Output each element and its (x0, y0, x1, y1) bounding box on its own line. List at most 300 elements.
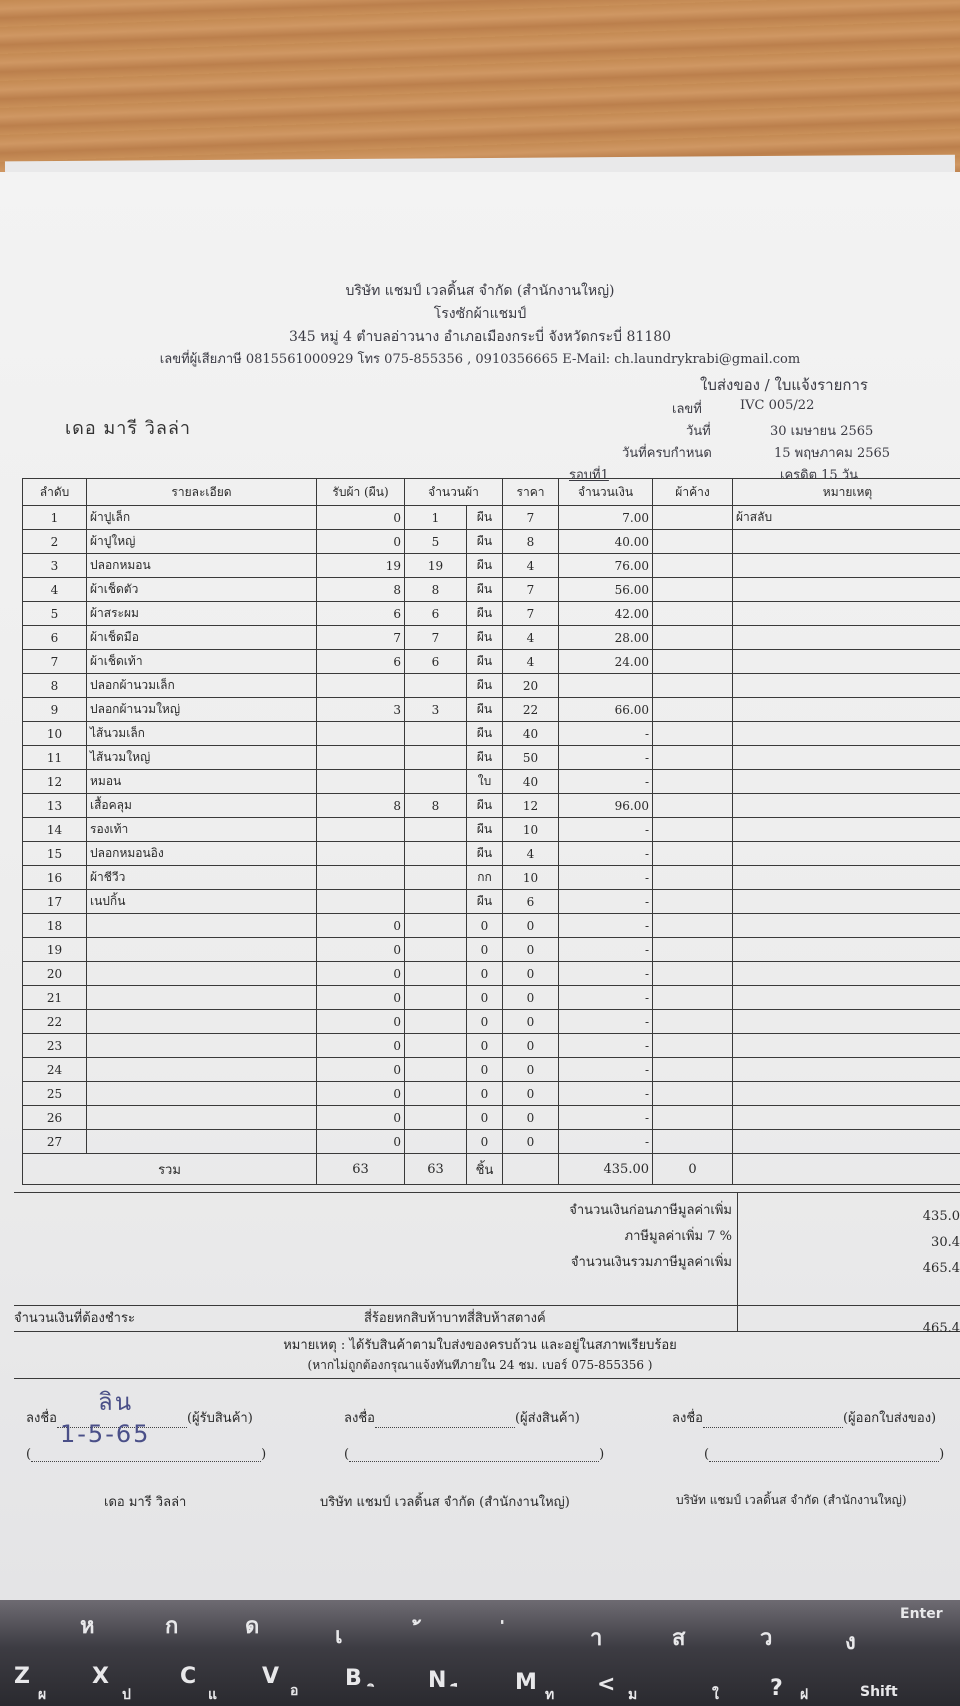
cell-recv: 0 (317, 1034, 405, 1058)
key-x: X (92, 1664, 109, 1689)
cell-remark (733, 1130, 960, 1154)
cell-recv: 0 (317, 530, 405, 554)
table-row (23, 506, 960, 530)
cell-amount: - (559, 1034, 653, 1058)
table-row (23, 818, 960, 842)
total-remark-empty (733, 1154, 960, 1185)
cell-pending (653, 818, 733, 842)
cell-unit: ผืน (467, 602, 503, 626)
sender-name-line: ( ) (344, 1447, 605, 1462)
cell-no: 19 (23, 938, 87, 962)
cell-qty: 8 (405, 794, 467, 818)
cell-amount: - (559, 770, 653, 794)
cell-pending (653, 530, 733, 554)
key-b: B (345, 1666, 362, 1691)
doc-no-label: เลขที่ (672, 402, 702, 417)
cell-remark (733, 914, 960, 938)
cell-qty (405, 962, 467, 986)
cell-item (87, 938, 317, 962)
total-vat-label: จำนวนเงินรวมภาษีมูลค่าเพิ่ม (570, 1255, 732, 1270)
name-dots (709, 1447, 939, 1462)
table-row (23, 890, 960, 914)
doc-date-value: 30 เมษายน 2565 (770, 424, 874, 439)
cell-unit: ผืน (467, 746, 503, 770)
cell-no: 10 (23, 722, 87, 746)
cell-remark (733, 698, 960, 722)
cell-item: ปลอกผ้านวมใหญ่ (87, 698, 317, 722)
receiver-name-line: ( ) (26, 1447, 267, 1462)
cell-price: 12 (503, 794, 559, 818)
before-vat-label: จำนวนเงินก่อนภาษีมูลค่าเพิ่ม (569, 1203, 732, 1218)
cell-price: 7 (503, 602, 559, 626)
cell-no: 23 (23, 1034, 87, 1058)
table-row (23, 770, 960, 794)
cell-recv (317, 866, 405, 890)
cell-unit: ใบ (467, 770, 503, 794)
key-thai-1: ห (80, 1614, 95, 1639)
cell-unit: 0 (467, 962, 503, 986)
cell-qty (405, 914, 467, 938)
cell-no: 8 (23, 674, 87, 698)
cell-unit: 0 (467, 1082, 503, 1106)
payable-label: จำนวนเงินที่ต้องชำระ (14, 1311, 135, 1326)
cell-no: 15 (23, 842, 87, 866)
cell-pending (653, 506, 733, 530)
cell-recv (317, 818, 405, 842)
doc-due-value: 15 พฤษภาคม 2565 (774, 446, 891, 461)
cell-qty (405, 842, 467, 866)
cell-qty (405, 722, 467, 746)
cell-no: 7 (23, 650, 87, 674)
cell-qty (405, 986, 467, 1010)
receiver-role: (ผู้รับสินค้า) (186, 1411, 253, 1426)
cell-item: ผ้าเช็ดเท้า (87, 650, 317, 674)
col-pending: ผ้าค้าง (653, 479, 733, 506)
table-row (23, 530, 960, 554)
cell-pending (653, 1058, 733, 1082)
cell-item: หมอน (87, 770, 317, 794)
doc-date-label: วันที่ (686, 424, 711, 439)
signature-box (14, 1378, 960, 1529)
table-header-row (23, 479, 960, 506)
cell-no: 5 (23, 602, 87, 626)
cell-remark (733, 650, 960, 674)
cell-qty (405, 674, 467, 698)
cell-remark (733, 722, 960, 746)
key-c: C (180, 1664, 197, 1689)
cell-no: 16 (23, 866, 87, 890)
cell-remark (733, 938, 960, 962)
shop-name: โรงซักผ้าแชมป์ (433, 306, 527, 322)
cell-recv: 0 (317, 1058, 405, 1082)
cell-qty: 6 (405, 650, 467, 674)
cell-recv: 0 (317, 914, 405, 938)
before-vat-value: 435.0 (922, 1209, 960, 1224)
cell-price: 4 (503, 842, 559, 866)
table-row (23, 842, 960, 866)
total-received: 63 (317, 1154, 405, 1185)
cell-amount: 56.00 (559, 578, 653, 602)
cell-recv (317, 842, 405, 866)
handwritten-signature: ลิน (98, 1388, 134, 1416)
cell-item (87, 1082, 317, 1106)
cell-amount: - (559, 1058, 653, 1082)
cell-qty (405, 938, 467, 962)
cell-qty (405, 1058, 467, 1082)
cell-price: 20 (503, 674, 559, 698)
key-z-thai: ผ (38, 1687, 47, 1703)
cell-remark (733, 530, 960, 554)
cell-recv: 6 (317, 602, 405, 626)
cell-qty (405, 1034, 467, 1058)
key-c-thai: แ (208, 1687, 218, 1703)
key-v-thai: อ (290, 1683, 299, 1699)
cell-pending (653, 890, 733, 914)
cell-item: ไส้นวมเล็ก (87, 722, 317, 746)
cell-price: 0 (503, 962, 559, 986)
cell-price: 0 (503, 938, 559, 962)
cell-qty (405, 1106, 467, 1130)
cell-item: เนปกิ้น (87, 890, 317, 914)
key-slash-thai: ฝ (800, 1687, 809, 1703)
cell-unit: ผืน (467, 722, 503, 746)
cell-remark: ผ้าสลับ (733, 506, 960, 530)
issuer-company: บริษัท แชมป์ เวลดิ้นส จำกัด (สำนักงานใหญ่) (676, 1493, 907, 1507)
total-vat-value: 465.4 (922, 1261, 960, 1276)
cell-remark (733, 1106, 960, 1130)
items-table (22, 478, 960, 1185)
cell-pending (653, 866, 733, 890)
cell-pending (653, 938, 733, 962)
cell-price: 7 (503, 578, 559, 602)
cell-pending (653, 1010, 733, 1034)
cell-amount: - (559, 890, 653, 914)
cell-price: 4 (503, 650, 559, 674)
cell-qty (405, 770, 467, 794)
company-address: 345 หมู่ 4 ตำบลอ่าวนาง อำเภอเมืองกระบี่ จังหวัดกระบี่ 81180 (288, 329, 672, 345)
issuer-role: (ผู้ออกใบส่งของ) (842, 1411, 937, 1426)
cell-amount: - (559, 1130, 653, 1154)
cell-amount: 24.00 (559, 650, 653, 674)
key-thai-3: ด (245, 1614, 260, 1639)
cell-remark (733, 1082, 960, 1106)
cell-recv (317, 674, 405, 698)
cell-price: 10 (503, 818, 559, 842)
cell-amount: 76.00 (559, 554, 653, 578)
cell-amount: - (559, 938, 653, 962)
cell-no: 3 (23, 554, 87, 578)
cell-item: ผ้าเช็ดมือ (87, 626, 317, 650)
cell-no: 17 (23, 890, 87, 914)
cell-qty: 19 (405, 554, 467, 578)
cell-item (87, 1058, 317, 1082)
doc-type: ใบส่งของ / ใบแจ้งรายการ (700, 376, 868, 394)
cell-recv (317, 746, 405, 770)
cell-pending (653, 1034, 733, 1058)
key-v: V (262, 1664, 280, 1689)
doc-due-label: วันที่ครบกำหนด (622, 446, 712, 461)
name-dots (349, 1447, 599, 1462)
cell-price: 8 (503, 530, 559, 554)
cell-pending (653, 578, 733, 602)
cell-price: 0 (503, 1082, 559, 1106)
cell-amount: 7.00 (559, 506, 653, 530)
cell-unit: กก (467, 866, 503, 890)
cell-item: ปลอกหมอน (87, 554, 317, 578)
cell-unit: 0 (467, 1058, 503, 1082)
summary-box (14, 1192, 960, 1336)
sign-label: ลงชื่อ (672, 1411, 703, 1426)
payable-text: สี่ร้อยหกสิบห้าบาทสี่สิบห้าสตางค์ (364, 1311, 546, 1326)
cell-price: 40 (503, 770, 559, 794)
cell-qty (405, 818, 467, 842)
company-name: บริษัท แชมป์ เวลดิ้นส จำกัด (สำนักงานใหญ่) (345, 283, 615, 299)
cell-pending (653, 650, 733, 674)
cell-unit: 0 (467, 1106, 503, 1130)
col-price: ราคา (503, 479, 559, 506)
cell-item: ผ้าสระผม (87, 602, 317, 626)
cell-amount: 28.00 (559, 626, 653, 650)
cell-amount: - (559, 818, 653, 842)
sender-company: บริษัท แชมป์ เวลดิ้นส จำกัด (สำนักงานใหญ่) (320, 1495, 570, 1510)
cell-remark (733, 770, 960, 794)
cell-item: รองเท้า (87, 818, 317, 842)
key-thai-2: ก (165, 1614, 179, 1639)
cell-recv: 0 (317, 1106, 405, 1130)
cell-unit: 0 (467, 1010, 503, 1034)
cell-item: ผ้าเช็ดตัว (87, 578, 317, 602)
cell-pending (653, 746, 733, 770)
table-row (23, 914, 960, 938)
key-shift: Shift (860, 1684, 898, 1700)
note-line-2: (หากไม่ถูกต้องกรุณาแจ้งทันทีภายใน 24 ชม. เบอร์ 075-855356 ) (307, 1358, 653, 1372)
cell-no: 24 (23, 1058, 87, 1082)
cell-remark (733, 1010, 960, 1034)
cell-unit: ผืน (467, 626, 503, 650)
table-row (23, 1010, 960, 1034)
key-thai-9: ว (760, 1626, 773, 1651)
cell-qty (405, 746, 467, 770)
receiver-name: เดอ มารี วิลล่า (104, 1495, 187, 1510)
cell-item: ผ้าชีวีว (87, 866, 317, 890)
table-row (23, 626, 960, 650)
cell-pending (653, 698, 733, 722)
cell-unit: ผืน (467, 554, 503, 578)
cell-pending (653, 674, 733, 698)
cell-item: ผ้าปูใหญ่ (87, 530, 317, 554)
total-qty: 63 (405, 1154, 467, 1185)
col-item: รายละเอียด (87, 479, 317, 506)
cell-no: 11 (23, 746, 87, 770)
cell-recv: 0 (317, 1130, 405, 1154)
cell-no: 26 (23, 1106, 87, 1130)
cell-qty: 5 (405, 530, 467, 554)
cell-item: ไส้นวมใหญ่ (87, 746, 317, 770)
cell-recv: 8 (317, 794, 405, 818)
cell-item (87, 1010, 317, 1034)
cell-item (87, 986, 317, 1010)
cell-remark (733, 866, 960, 890)
cell-amount: - (559, 866, 653, 890)
cell-price: 7 (503, 506, 559, 530)
cell-recv: 6 (317, 650, 405, 674)
cell-pending (653, 794, 733, 818)
cell-item (87, 1130, 317, 1154)
cell-remark (733, 602, 960, 626)
cell-no: 25 (23, 1082, 87, 1106)
cell-remark (733, 794, 960, 818)
cell-recv: 0 (317, 986, 405, 1010)
cell-pending (653, 554, 733, 578)
table-row (23, 1130, 960, 1154)
cell-recv: 0 (317, 1010, 405, 1034)
cell-amount: - (559, 746, 653, 770)
cell-no: 6 (23, 626, 87, 650)
round-label: รอบที่1 (569, 468, 609, 483)
cell-remark (733, 842, 960, 866)
cell-recv: 0 (317, 938, 405, 962)
cell-unit: ผืน (467, 818, 503, 842)
cell-unit: ผืน (467, 506, 503, 530)
total-pending: 0 (653, 1154, 733, 1185)
cell-qty (405, 1082, 467, 1106)
cell-price: 4 (503, 554, 559, 578)
cell-qty (405, 1130, 467, 1154)
cell-amount (559, 674, 653, 698)
cell-pending (653, 842, 733, 866)
cell-price: 0 (503, 1106, 559, 1130)
cell-remark (733, 1034, 960, 1058)
cell-price: 4 (503, 626, 559, 650)
cell-pending (653, 1106, 733, 1130)
cell-no: 21 (23, 986, 87, 1010)
key-enter: Enter (900, 1606, 943, 1622)
col-remark: หมายเหตุ (733, 479, 960, 506)
sign-dots (375, 1413, 515, 1428)
total-price-empty (503, 1154, 559, 1185)
cell-recv: 3 (317, 698, 405, 722)
cell-item: ปลอกผ้านวมเล็ก (87, 674, 317, 698)
cell-recv: 0 (317, 962, 405, 986)
cell-price: 0 (503, 1130, 559, 1154)
cell-item: ผ้าปูเล็ก (87, 506, 317, 530)
cell-amount: 66.00 (559, 698, 653, 722)
doc-no-value: IVC 005/22 (740, 398, 815, 413)
cell-amount: - (559, 842, 653, 866)
cell-pending (653, 626, 733, 650)
cell-no: 1 (23, 506, 87, 530)
cell-recv (317, 770, 405, 794)
cell-unit: ผืน (467, 794, 503, 818)
cell-no: 22 (23, 1010, 87, 1034)
table-row (23, 866, 960, 890)
cell-unit: 0 (467, 1034, 503, 1058)
table-row (23, 746, 960, 770)
cell-qty: 7 (405, 626, 467, 650)
cell-recv: 0 (317, 1082, 405, 1106)
cell-pending (653, 1130, 733, 1154)
table-row (23, 650, 960, 674)
cell-amount: 96.00 (559, 794, 653, 818)
cell-amount: - (559, 986, 653, 1010)
cell-amount: - (559, 962, 653, 986)
cell-no: 27 (23, 1130, 87, 1154)
table-row (23, 1106, 960, 1130)
company-contact: เลขที่ผู้เสียภาษี 0815561000929 โทร 075-855356 , 0910356665 E-Mail: ch.laundrykrabi@gmail.com (159, 352, 801, 367)
cell-amount: - (559, 1010, 653, 1034)
key-m-thai: ท (545, 1687, 555, 1703)
cell-unit: ผืน (467, 674, 503, 698)
total-label: รวม (23, 1154, 317, 1185)
key-n: N (428, 1668, 447, 1693)
cell-unit: 0 (467, 986, 503, 1010)
total-unit: ชิ้น (467, 1154, 503, 1185)
col-amount: จำนวนเงิน (559, 479, 653, 506)
cell-qty (405, 866, 467, 890)
key-comma: < (597, 1672, 616, 1697)
cell-item (87, 1034, 317, 1058)
cell-remark (733, 890, 960, 914)
cell-amount: - (559, 914, 653, 938)
cell-recv: 7 (317, 626, 405, 650)
cell-price: 0 (503, 1010, 559, 1034)
cell-amount: 40.00 (559, 530, 653, 554)
cell-amount: 42.00 (559, 602, 653, 626)
cell-no: 18 (23, 914, 87, 938)
cell-recv (317, 722, 405, 746)
cell-unit: 0 (467, 938, 503, 962)
cell-item: ปลอกหมอนอิง (87, 842, 317, 866)
cell-unit: ผืน (467, 650, 503, 674)
table-row (23, 674, 960, 698)
cell-unit: 0 (467, 914, 503, 938)
cell-pending (653, 1082, 733, 1106)
cell-price: 50 (503, 746, 559, 770)
cell-unit: ผืน (467, 842, 503, 866)
sender-sign-line (344, 1407, 580, 1428)
cell-no: 2 (23, 530, 87, 554)
cell-remark (733, 818, 960, 842)
key-period-thai: ใ (712, 1687, 719, 1703)
cell-no: 14 (23, 818, 87, 842)
cell-qty: 3 (405, 698, 467, 722)
key-x-thai: ป (122, 1687, 131, 1703)
issuer-sign-line (672, 1407, 936, 1428)
cell-recv (317, 890, 405, 914)
cell-pending (653, 962, 733, 986)
cell-no: 4 (23, 578, 87, 602)
sender-role: (ผู้ส่งสินค้า) (514, 1411, 580, 1426)
sign-label: ลงชื่อ (344, 1411, 375, 1426)
cell-remark (733, 962, 960, 986)
table-row (23, 1034, 960, 1058)
cell-remark (733, 1058, 960, 1082)
cell-remark (733, 578, 960, 602)
cell-pending (653, 986, 733, 1010)
sign-dots (703, 1413, 843, 1428)
cell-pending (653, 722, 733, 746)
col-qty: จำนวนผ้า (405, 479, 503, 506)
name-dots (31, 1447, 261, 1462)
cell-remark (733, 674, 960, 698)
table-row (23, 986, 960, 1010)
key-slash: ? (770, 1676, 783, 1701)
cell-pending (653, 602, 733, 626)
handwritten-date: 1-5-65 (60, 1420, 151, 1448)
keyboard-strip (0, 1600, 960, 1706)
table-row (23, 962, 960, 986)
cell-qty (405, 890, 467, 914)
